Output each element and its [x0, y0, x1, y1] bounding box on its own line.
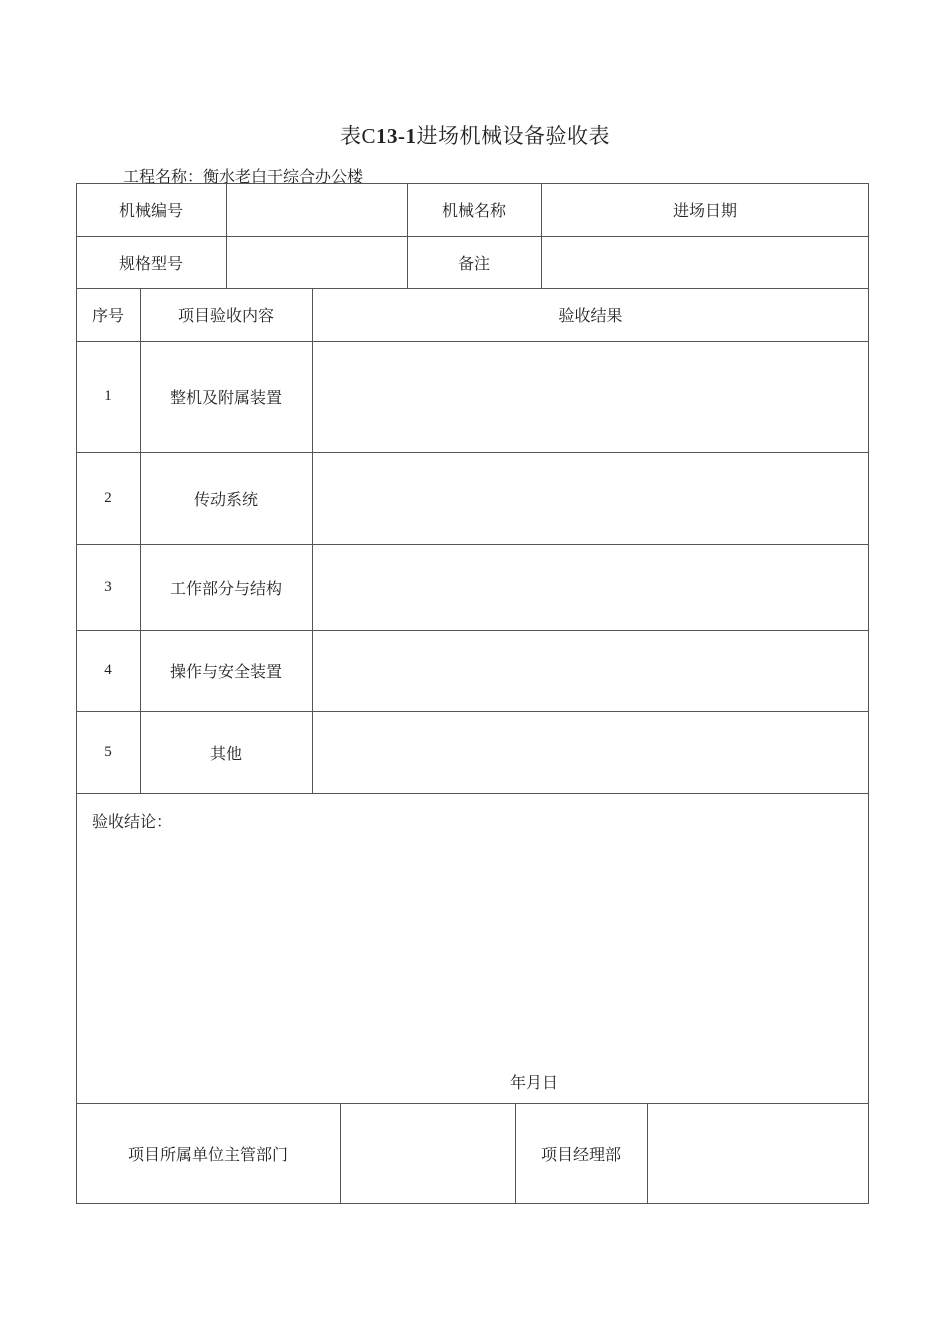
item-name: 操作与安全装置 [169, 662, 282, 681]
title-name: 进场机械设备验收表 [416, 124, 610, 148]
form-code-number: 13-1 [376, 124, 417, 148]
conclusion-date-label: 年月日 [510, 1073, 559, 1092]
manager-signature[interactable] [647, 1103, 869, 1204]
col-result-header: 验收结果 [558, 306, 623, 325]
machine-no-value[interactable] [226, 183, 407, 236]
conclusion-label: 验收结论： [92, 812, 173, 831]
dept-signature[interactable] [340, 1103, 515, 1204]
col-seq-header: 序号 [91, 306, 124, 325]
model-label: 规格型号 [118, 253, 183, 273]
item-name: 传动系统 [193, 489, 258, 509]
item-result[interactable] [312, 341, 869, 452]
project-name: 工程名称：衡水老白干综合办公楼 [123, 167, 364, 186]
item-name: 工作部分与结构 [169, 578, 282, 598]
machine-name-label: 机械名称 [441, 201, 506, 220]
item-name: 整机及附属装置 [169, 388, 282, 407]
machine-no-label: 机械编号 [118, 201, 183, 220]
title-prefix: 表 [339, 124, 362, 148]
col-item-header: 项目验收内容 [177, 306, 274, 325]
manager-label: 项目经理部 [540, 1145, 621, 1164]
remark-value[interactable] [541, 236, 869, 288]
page-title [0, 120, 950, 150]
dept-label: 项目所属单位主管部门 [127, 1145, 288, 1164]
form-code [361, 124, 416, 148]
item-seq: 3 [104, 578, 112, 595]
entry-date-label: 进场日期 [672, 201, 737, 220]
item-name: 其他 [209, 743, 242, 763]
item-seq: 5 [104, 743, 112, 760]
form-code-letter: C [361, 124, 376, 148]
item-result[interactable] [312, 711, 869, 793]
item-result[interactable] [312, 630, 869, 711]
item-seq: 2 [104, 489, 112, 506]
item-seq: 1 [104, 388, 112, 404]
item-seq: 4 [104, 662, 112, 678]
item-result[interactable] [312, 544, 869, 630]
remark-label: 备注 [457, 253, 490, 273]
model-value[interactable] [226, 236, 407, 288]
item-result[interactable] [312, 452, 869, 544]
